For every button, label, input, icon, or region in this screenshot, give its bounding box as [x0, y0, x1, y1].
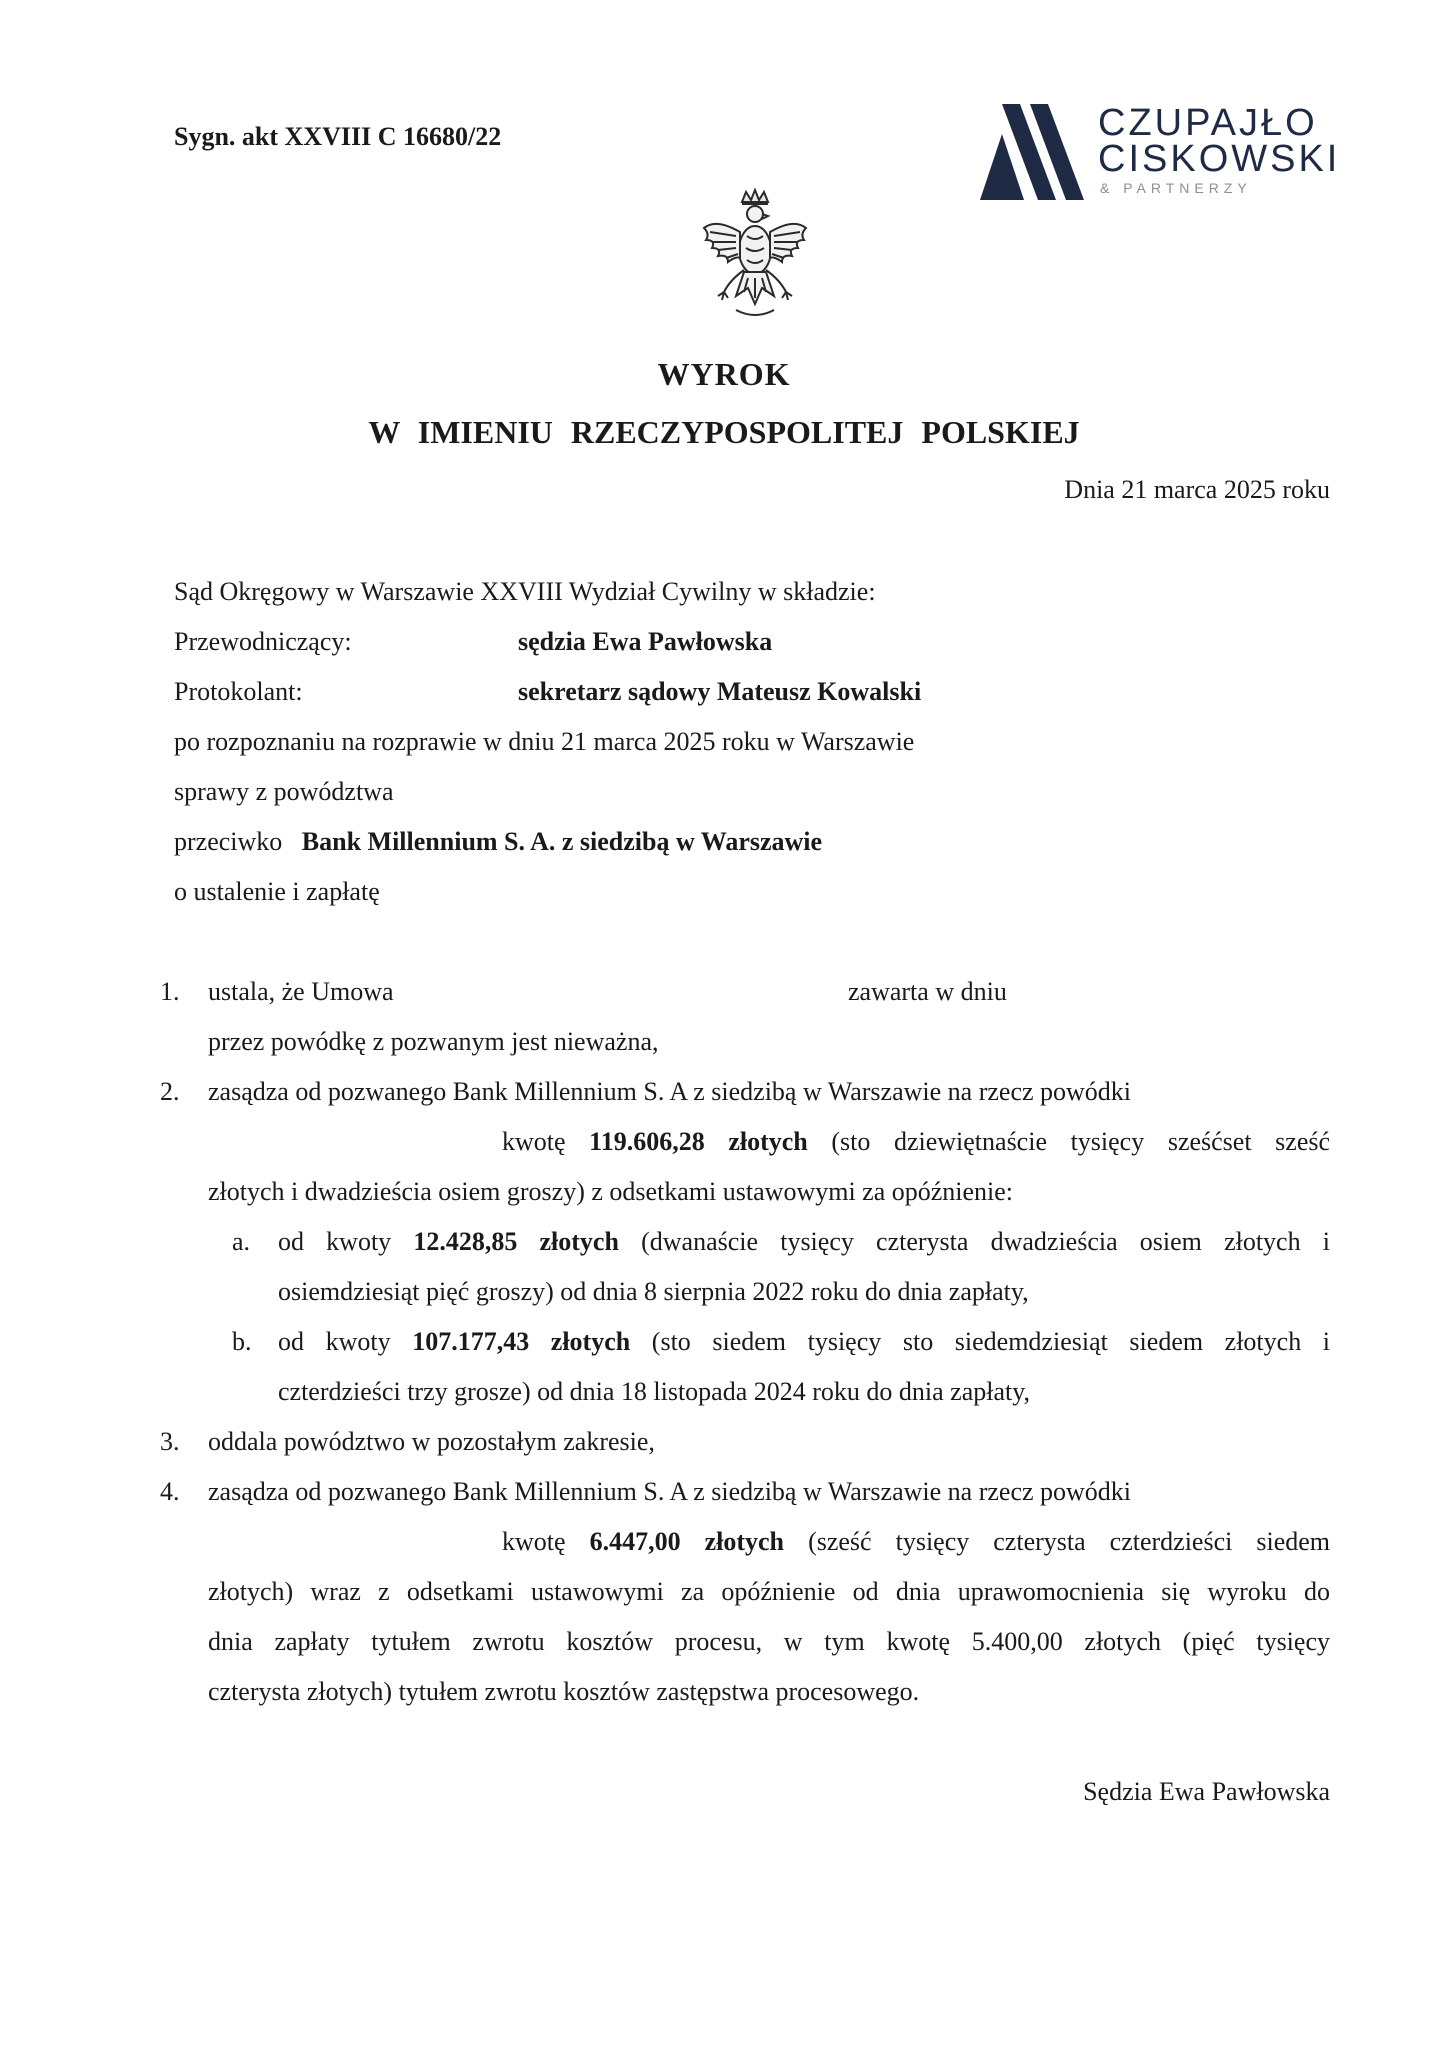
clerk-value: sekretarz sądowy Mateusz Kowalski [518, 677, 922, 706]
item2a-line2: osiemdziesiąt pięć groszy) od dnia 8 sierpnia 2022 roku do dnia zapłaty, [278, 1277, 1029, 1306]
item2-line3: złotych i dwadzieścia osiem groszy) z odsetkami ustawowymi za opóźnienie: [208, 1177, 1014, 1206]
item2a-pre: od kwoty [278, 1227, 392, 1256]
case-line: sprawy z powództwa [174, 777, 394, 806]
item1-part1: ustala, że Umowa [208, 977, 394, 1006]
document-title: WYROK [657, 356, 791, 392]
court-composition: Sąd Okręgowy w Warszawie XXVIII Wydział Cywilny w składzie: [174, 577, 876, 606]
item3-line1: oddala powództwo w pozostałym zakresie, [208, 1427, 655, 1456]
item2-amount-post: (sto dziewiętnaście tysięcy sześćset sześć [831, 1127, 1331, 1156]
item2b-pre: od kwoty [278, 1327, 391, 1356]
item2b-line1 [278, 1326, 1330, 1358]
clerk-label: Protokolant: [174, 677, 303, 706]
item4-amount: 6.447,00 złotych [589, 1527, 785, 1556]
item2a-line1 [278, 1226, 1330, 1258]
chair-value: sędzia Ewa Pawłowska [518, 627, 773, 656]
item2a-post: (dwanaście tysięcy czterysta dwadzieścia osiem złotych i [641, 1227, 1330, 1256]
subject-line: o ustalenie i zapłatę [174, 877, 380, 906]
item1-part2: zawarta w dniu [848, 977, 1007, 1006]
item4-line1: zasądza od pozwanego Bank Millennium S. A z siedzibą w Warszawie na rzecz powódki [208, 1477, 1132, 1506]
polish-eagle-emblem-icon [696, 188, 814, 324]
item1-line2: przez powódkę z pozwanym jest nieważna, [208, 1027, 659, 1056]
item-number: 4. [160, 1477, 180, 1506]
item-number: 1. [160, 977, 180, 1006]
judge-signoff: Sędzia Ewa Pawłowska [1083, 1777, 1330, 1806]
item2-amount: 119.606,28 złotych [589, 1127, 808, 1156]
chair-label: Przewodniczący: [174, 627, 352, 656]
item4-line3: złotych) wraz z odsetkami ustawowymi za opóźnienie od dnia uprawomocnienia się wyroku do [208, 1577, 1330, 1606]
item4-line4: dnia zapłaty tytułem zwrotu kosztów procesu, w tym kwotę 5.400,00 złotych (pięć tysięcy [208, 1627, 1330, 1656]
item2-amount-line [502, 1126, 1330, 1158]
item4-amount-line [502, 1526, 1330, 1558]
against-label: przeciwko [174, 827, 283, 856]
sub-item-letter: b. [232, 1327, 252, 1356]
item2b-post: (sto siedem tysięcy sto siedemdziesiąt siedem złotych i [651, 1327, 1331, 1356]
item4-line5: czterysta złotych) tytułem zwrotu kosztów zastępstwa procesowego. [208, 1677, 920, 1706]
item-number: 3. [160, 1427, 180, 1456]
hearing-line: po rozpoznaniu na rozprawie w dniu 21 marca 2025 roku w Warszawie [174, 727, 915, 756]
against-line [174, 826, 822, 858]
logo-mark-icon [980, 104, 1092, 200]
item2-amount-pre: kwotę [502, 1127, 566, 1156]
item4-amount-post: (sześć tysięcy czterysta czterdzieści siedem [808, 1527, 1331, 1556]
item2-line1: zasądza od pozwanego Bank Millennium S. A z siedzibą w Warszawie na rzecz powódki [208, 1077, 1132, 1106]
against-value: Bank Millennium S. A. z siedzibą w Warszawie [301, 827, 823, 856]
item-number: 2. [160, 1077, 180, 1106]
item4-amount-pre: kwotę [502, 1527, 566, 1556]
case-signature: Sygn. akt XXVIII C 16680/22 [174, 122, 502, 151]
judgment-date: Dnia 21 marca 2025 roku [1064, 475, 1330, 504]
logo-text-line2: CISKOWSKI [1098, 138, 1341, 180]
item2a-amount: 12.428,85 złotych [413, 1227, 619, 1256]
document-subtitle: W IMIENIU RZECZYPOSPOLITEJ POLSKIEJ [368, 414, 1080, 450]
logo-text-line1: CZUPAJŁO [1098, 102, 1318, 144]
item2b-amount: 107.177,43 złotych [412, 1327, 631, 1356]
sub-item-letter: a. [232, 1227, 251, 1256]
item2b-line2: czterdzieści trzy grosze) od dnia 18 listopada 2024 roku do dnia zapłaty, [278, 1377, 1031, 1406]
law-firm-logo [980, 104, 1340, 204]
logo-text-line3: & PARTNERZY [1100, 180, 1252, 196]
